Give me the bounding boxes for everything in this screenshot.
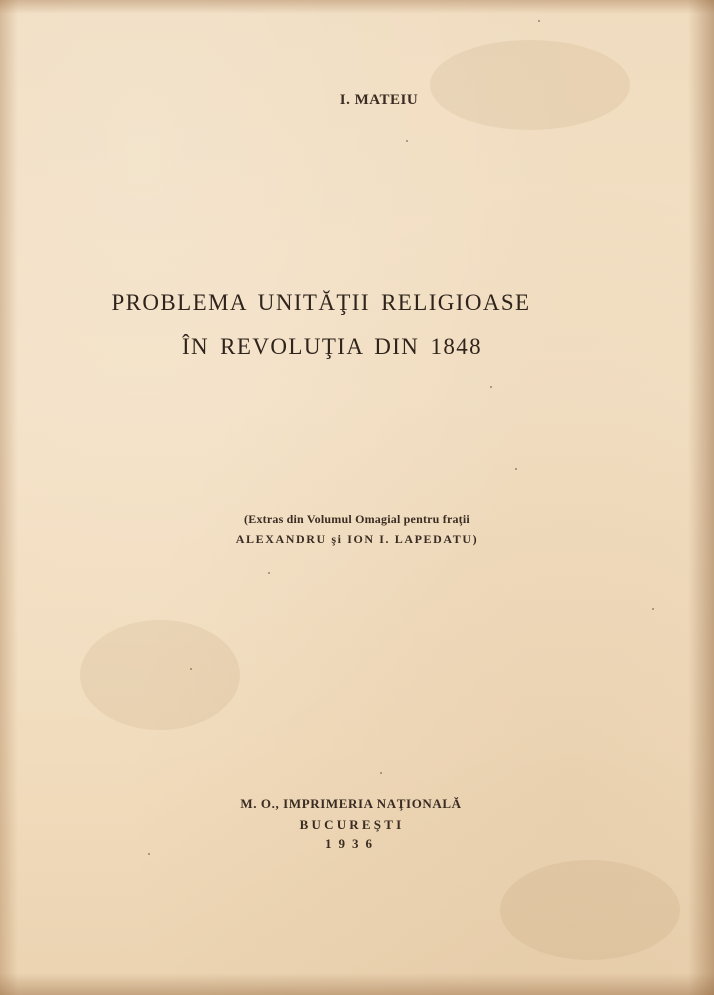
title-line-1: PROBLEMA UNITĂŢII RELIGIOASE (111, 290, 531, 315)
author-name: I. MATEIU (339, 92, 419, 108)
extract-note-line-2: ALEXANDRU şi ION I. LAPEDATU) (235, 532, 479, 546)
paper-speck (406, 140, 408, 142)
publisher-name: M. O., IMPRIMERIA NAŢIONALĂ (240, 796, 462, 811)
paper-speck (515, 468, 517, 470)
paper-speck (148, 853, 150, 855)
paper-speck (490, 386, 492, 388)
paper-stain (500, 860, 680, 960)
publication-year: 1936 (325, 836, 379, 851)
title-line-2: ÎN REVOLUŢIA DIN 1848 (181, 334, 483, 359)
paper-stain (430, 40, 630, 130)
aged-edge-top (0, 0, 714, 14)
paper-speck (652, 608, 654, 610)
paper-speck (190, 668, 192, 670)
publication-city: BUCUREŞTI (299, 817, 405, 832)
paper-speck (380, 772, 382, 774)
aged-edge-bottom (0, 973, 714, 995)
extract-note-line-1: (Extras din Volumul Omagial pentru fraţii (244, 512, 470, 526)
paper-speck (538, 20, 540, 22)
paper-stain (80, 620, 240, 730)
paper-speck (268, 572, 270, 574)
